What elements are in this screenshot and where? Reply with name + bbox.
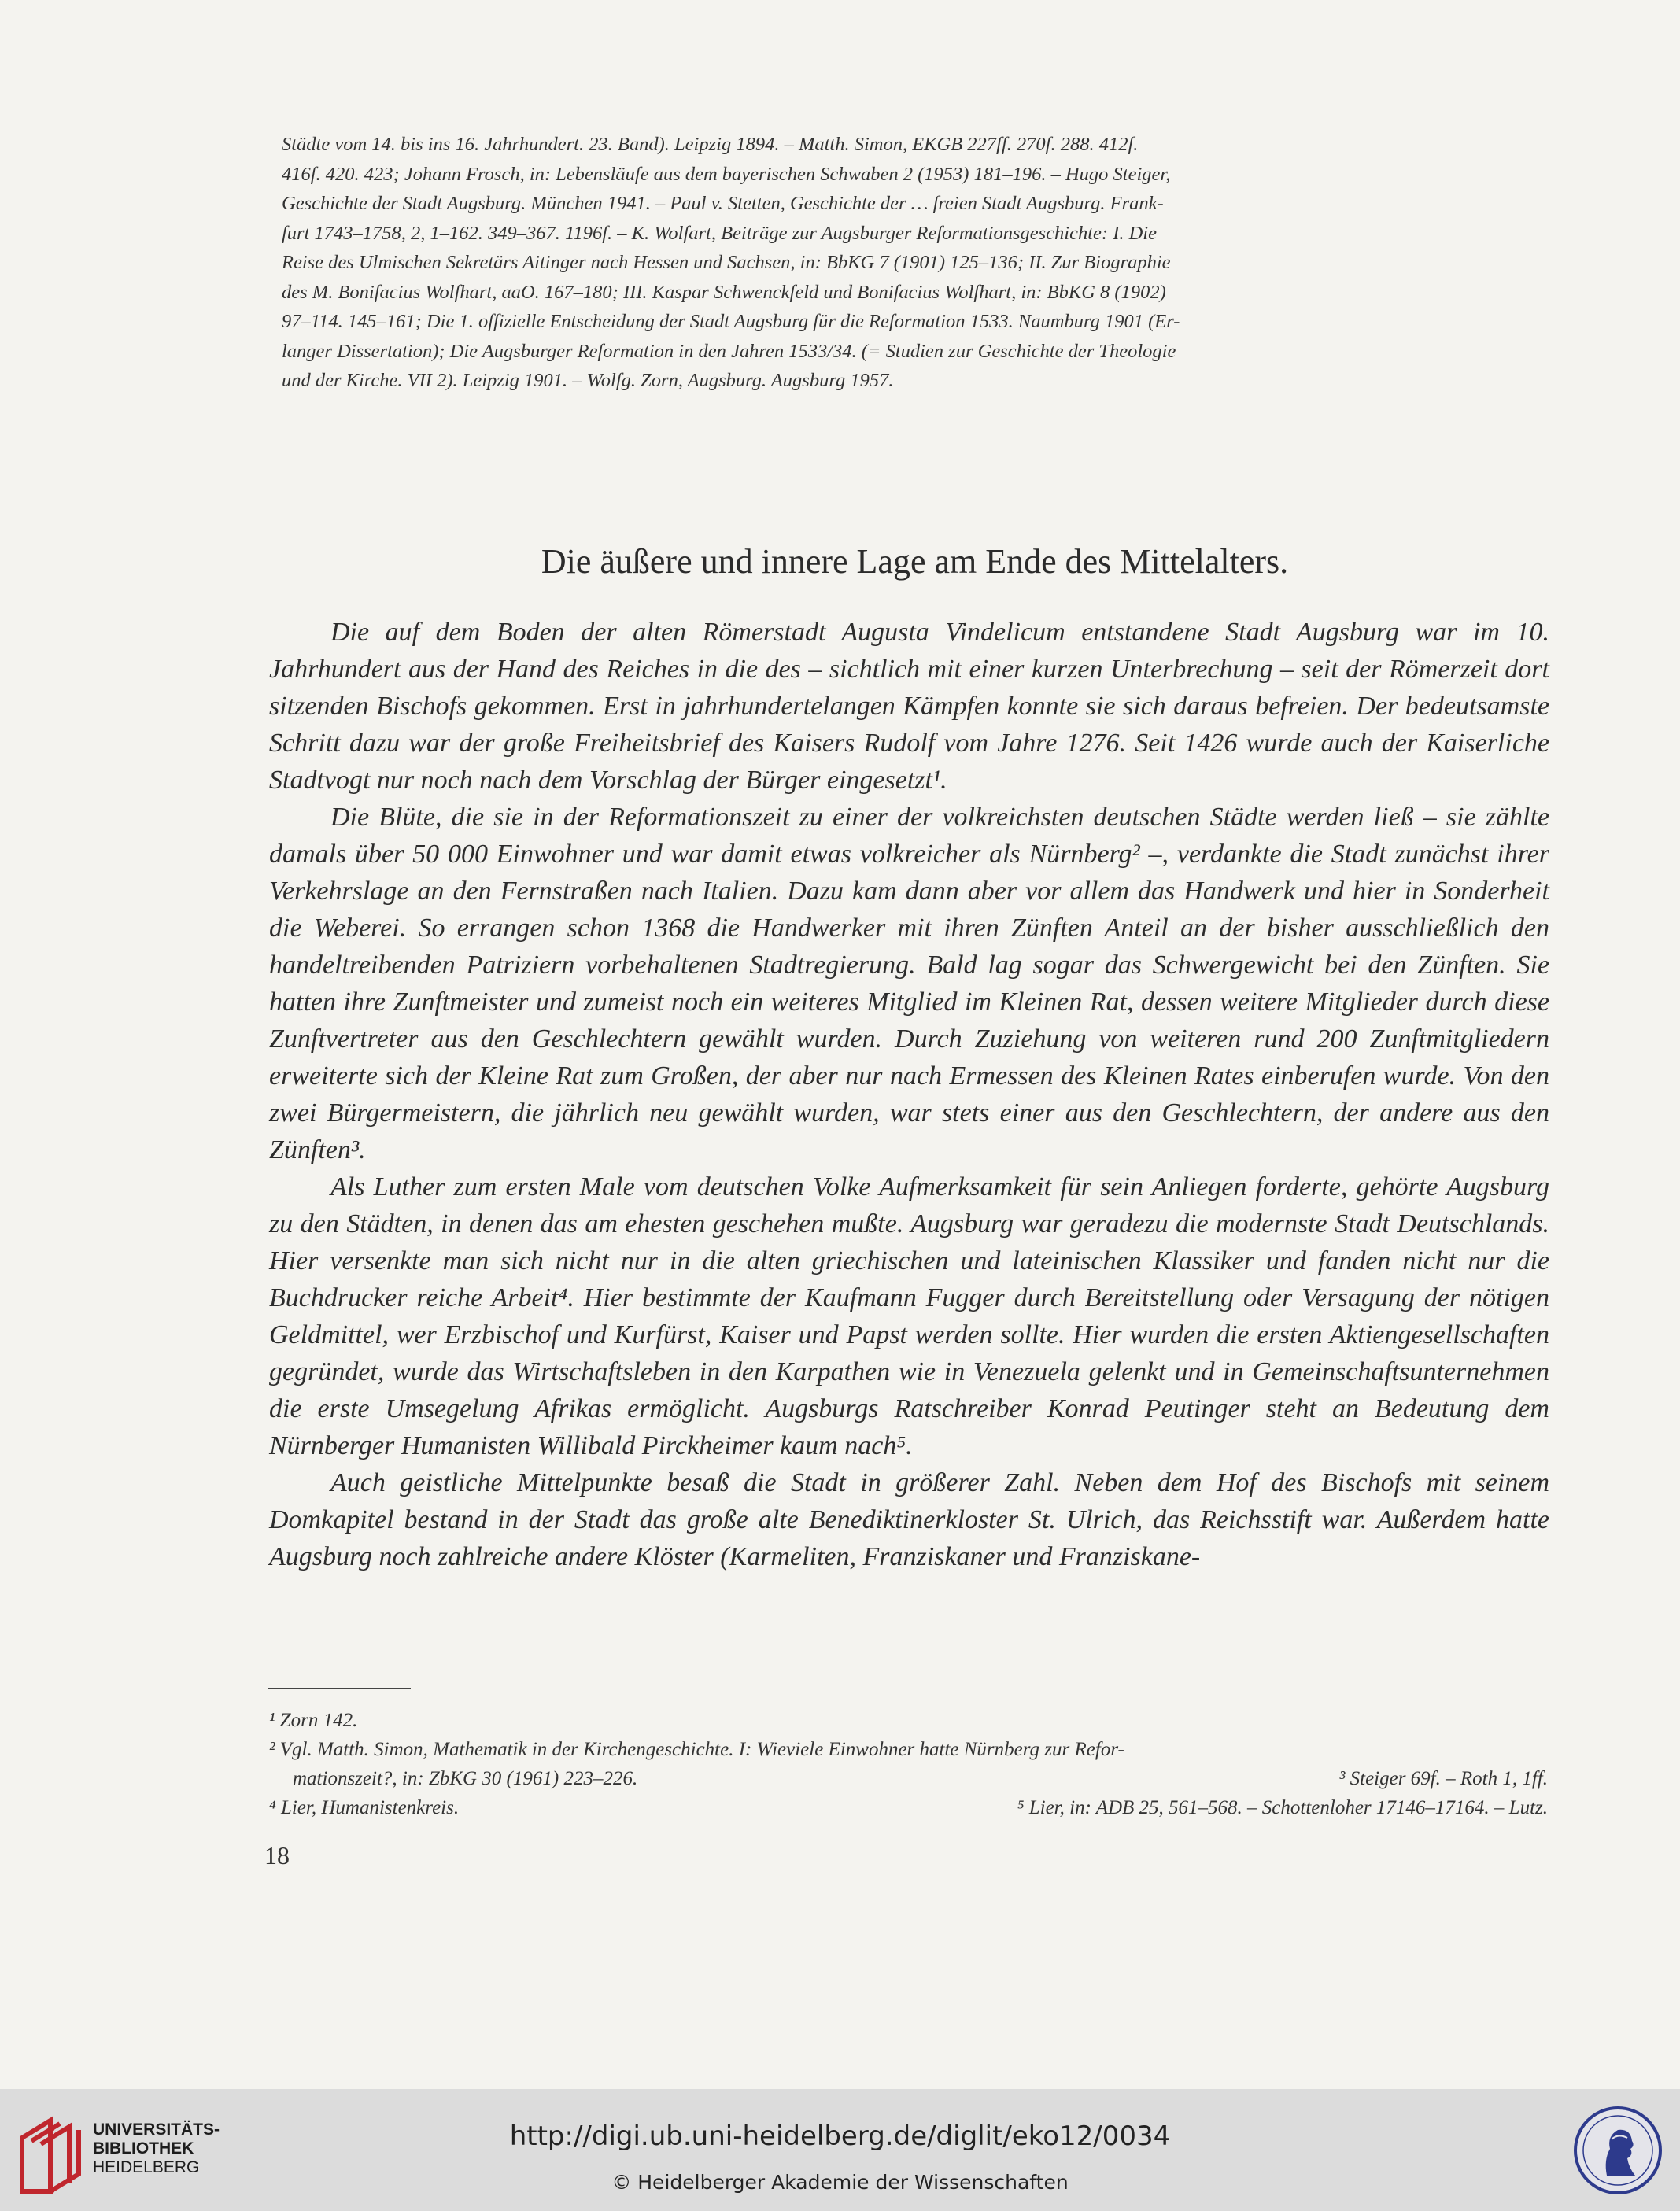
footnote-divider: [268, 1688, 411, 1689]
permalink-url[interactable]: http://digi.ub.uni-heidelberg.de/diglit/eko12/0034: [509, 2121, 1171, 2152]
page-number: 18: [264, 1841, 290, 1870]
bibliography-line: Geschichte der Stadt Augsburg. München 1941. – Paul v. Stetten, Geschichte der … freien Stadt Augsburg. Frank-: [282, 193, 1164, 214]
academy-seal-icon[interactable]: [1572, 2105, 1663, 2196]
bibliography-line: 416f. 420. 423; Johann Frosch, in: Lebensläufe aus dem bayerischen Schwaben 2 (1953) 181–196. – Hugo Steiger,: [282, 163, 1171, 185]
footnote-2: ² Vgl. Matth. Simon, Mathematik in der Kirchengeschichte. I: Wieviele Einwohner hatte Nürnberg zur Refor-: [269, 1739, 1124, 1760]
paragraph: Die auf dem Boden der alten Römerstadt Augusta Vindelicum entstandene Stadt Augsburg war im 10. Jahrhundert aus der Hand des Reiches in die des – sichtlich mit einer kurzen Unterbrechung – seit der Römerzeit dort sitzenden Bischofs gekommen. Erst in jahrhundertelangen Kämpfen konnte sie sich daraus befreien. Der bedeutsamste Schritt dazu war der große Freiheitsbrief des Kaisers Rudolf vom Jahre 1276. Seit 1426 wurde auch der Kaiserliche Stadtvogt nur noch nach dem Vorschlag der Bürger eingesetzt¹.: [269, 618, 1549, 795]
bibliography-line: furt 1743–1758, 2, 1–162. 349–367. 1196f. – K. Wolfart, Beiträge zur Augsburger Reformationsgeschichte: I. Die: [282, 222, 1157, 244]
bibliography-line: und der Kirche. VII 2). Leipzig 1901. – Wolfg. Zorn, Augsburg. Augsburg 1957.: [282, 370, 894, 391]
footnote-5: ⁵ Lier, in: ADB 25, 561–568. – Schottenloher 17146–17164. – Lutz.: [1017, 1797, 1548, 1818]
bibliography-line: 97–114. 145–161; Die 1. offizielle Entscheidung der Stadt Augsburg für die Reformation 1533. Naumburg 1901 (Er-: [282, 311, 1180, 332]
section-heading: Die äußere und innere Lage am Ende des Mittelalters.: [541, 542, 1289, 581]
footnote-3: ³ Steiger 69f. – Roth 1, 1ff.: [1338, 1768, 1548, 1789]
body-text: [269, 614, 1549, 1575]
footnote-4: ⁴ Lier, Humanistenkreis.: [269, 1797, 460, 1818]
paragraph: Als Luther zum ersten Male vom deutschen Volke Aufmerksamkeit für sein Anliegen forderte, gehörte Augsburg zu den Städten, in denen das am ehesten geschehen mußte. Augsburg war geradezu die modernste Stadt Deutschlands. Hier versenkte man sich nicht nur in die alten griechischen und lateinischen Klassiker und fanden nicht nur die Buchdrucker reiche Arbeit⁴. Hier bestimmte der Kaufmann Fugger durch Bereitstellung oder Versagung der nötigen Geldmittel, wer Erzbischof und Kurfürst, Kaiser und Papst werden sollte. Hier wurden die ersten Aktiengesellschaften gegründet, wurde das Wirtschaftsleben in den Karpathen wie in Venezuela gelenkt und in Gemeinschaftsunternehmen die erste Umsegelung Afrikas ermöglicht. Augsburgs Ratschreiber Konrad Peutinger steht an Bedeutung dem Nürnberger Humanisten Willibald Pirckheimer kaum nach⁵.: [269, 1172, 1549, 1460]
footnote-2-continued: mationszeit?, in: ZbKG 30 (1961) 223–226.: [293, 1768, 638, 1789]
library-name-line: UNIVERSITÄTS-: [93, 2121, 220, 2139]
footnote-row: [269, 1793, 1548, 1822]
viewer-footer: [0, 2089, 1680, 2211]
paragraph: Auch geistliche Mittelpunkte besaß die Stadt in größerer Zahl. Neben dem Hof des Bischofs mit seinem Domkapitel bestand in der Stadt das große alte Benediktinerkloster St. Ulrich, das Reichsstift war. Außerdem hatte Augsburg noch zahlreiche andere Klöster (Karmeliten, Franziskaner und Franziskane-: [269, 1468, 1549, 1571]
bibliography-line: langer Dissertation); Die Augsburger Reformation in den Jahren 1533/34. (= Studien zur Geschichte der Theologie: [282, 340, 1176, 362]
library-name-line: BIBLIOTHEK: [93, 2139, 194, 2157]
bibliography-line: des M. Bonifacius Wolfhart, aaO. 167–180; III. Kaspar Schwenckfeld und Bonifacius Wolfhart, in: BbKG 8 (1902): [282, 281, 1166, 303]
paragraph: Die Blüte, die sie in der Reformationszeit zu einer der volkreichsten deutschen Städte werden ließ – sie zählte damals über 50 000 Einwohner und war damit etwas volkreicher als Nürnberg² –, verdankte die Stadt zunächst ihrer Verkehrslage an den Fernstraßen nach Italien. Dazu kam dann aber vor allem das Handwerk und hier in Sonderheit die Weberei. So errangen schon 1368 die Handwerker mit ihren Zünften Anteil an der bisher ausschließlich den handeltreibenden Patriziern vorbehaltenen Stadtregierung. Bald lag sogar das Schwergewicht bei den Zünften. Sie hatten ihre Zunftmeister und zumeist noch ein weiteres Mitglied im Kleinen Rat, dessen weitere Mitglieder durch diese Zunftvertreter aus den Geschlechtern gewählt wurden. Durch Zuziehung von weiteren rund 200 Zunftmitgliedern erweiterte sich der Kleine Rat zum Großen, der aber nur nach Ermessen des Kleinen Rates einberufen wurde. Von den zwei Bürgermeistern, die jährlich neu gewählt wurden, war stets einer aus den Geschlechtern, der andere aus den Zünften³.: [269, 803, 1549, 1165]
footnote-1: ¹ Zorn 142.: [269, 1710, 358, 1731]
bibliography-line: Reise des Ulmischen Sekretärs Aitinger nach Hessen und Sachsen, in: BbKG 7 (1901) 125–136; II. Zur Biographie: [282, 252, 1171, 273]
copyright-notice: © Heidelberger Akademie der Wissenschaften: [611, 2171, 1069, 2194]
footnote-row: [269, 1764, 1548, 1793]
library-name-line: HEIDELBERG: [93, 2158, 200, 2176]
footnotes: [269, 1706, 1548, 1822]
bibliography-block: [282, 130, 1555, 396]
bibliography-line: Städte vom 14. bis ins 16. Jahrhundert. 23. Band). Leipzig 1894. – Matth. Simon, EKGB 227ff. 270f. 288. 412f.: [282, 134, 1139, 155]
